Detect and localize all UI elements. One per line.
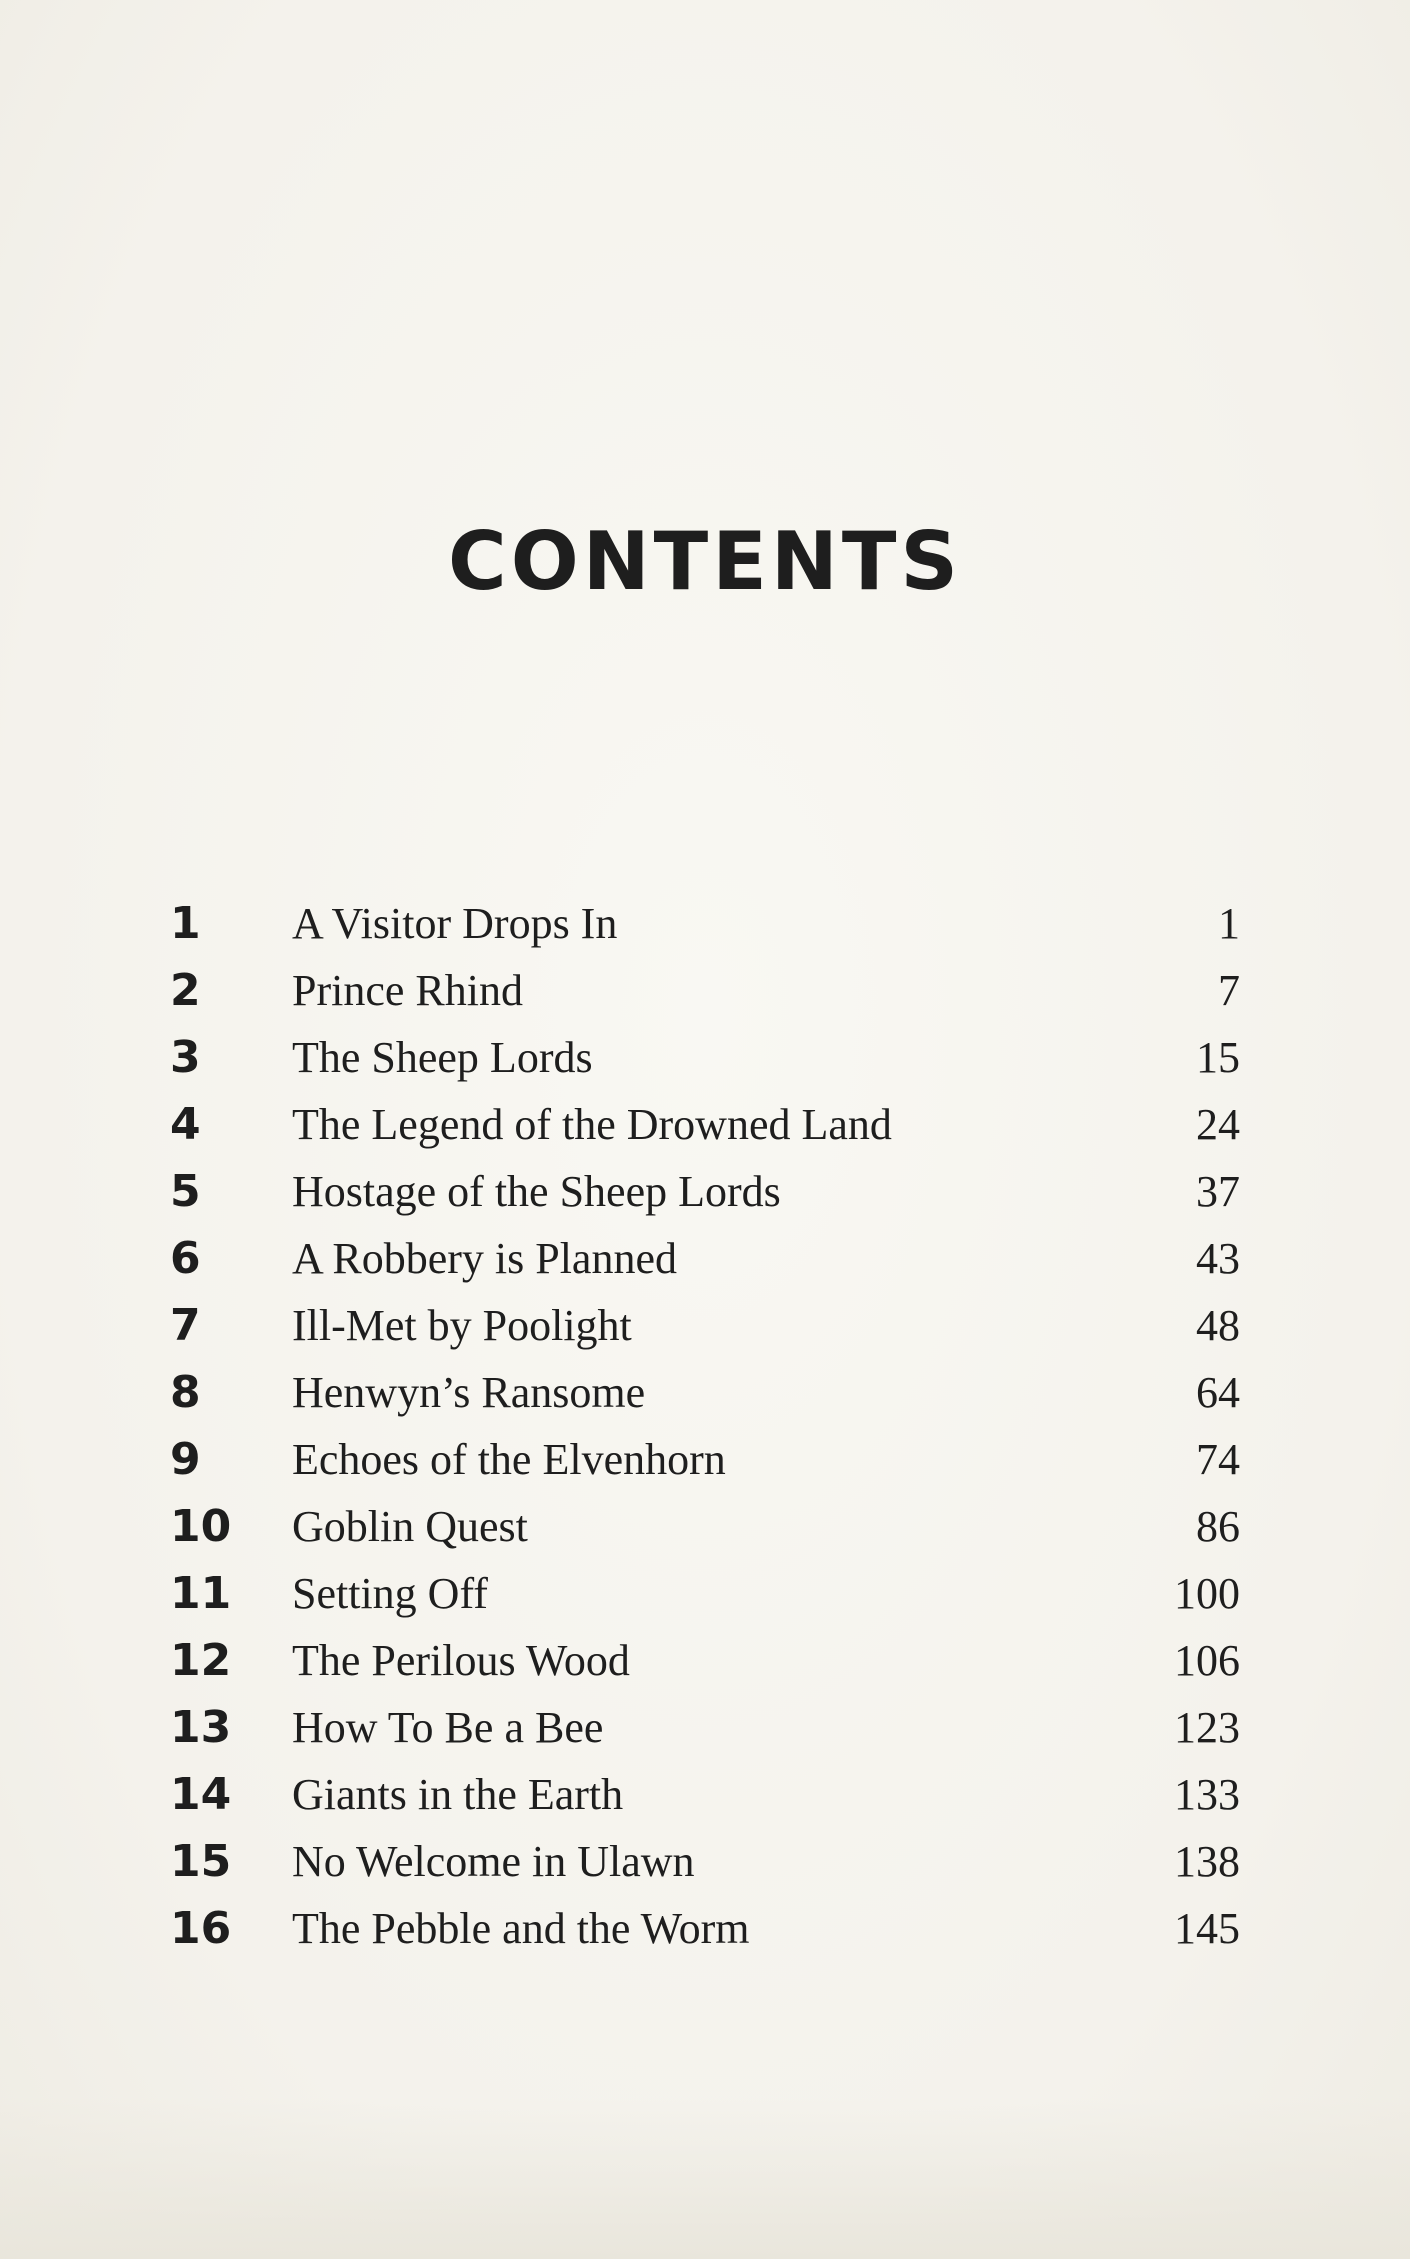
chapter-title: The Sheep Lords — [292, 1033, 593, 1082]
chapter-number: 13 — [170, 1702, 232, 1753]
toc-row — [0, 1694, 1410, 1761]
chapter-title: A Robbery is Planned — [292, 1234, 677, 1283]
chapter-title: Echoes of the Elvenhorn — [292, 1435, 726, 1484]
chapter-number: 9 — [170, 1434, 201, 1485]
chapter-page: 48 — [1196, 1301, 1240, 1350]
chapter-page: 86 — [1196, 1502, 1240, 1551]
chapter-number: 1 — [170, 898, 201, 949]
chapter-title: The Legend of the Drowned Land — [292, 1100, 892, 1149]
chapter-number: 4 — [170, 1099, 201, 1150]
chapter-title: Setting Off — [292, 1569, 488, 1618]
chapter-page: 1 — [1218, 899, 1240, 948]
chapter-page: 100 — [1174, 1569, 1240, 1618]
chapter-number: 3 — [170, 1032, 201, 1083]
toc-row — [0, 1091, 1410, 1158]
chapter-page: 74 — [1196, 1435, 1240, 1484]
chapter-title: No Welcome in Ulawn — [292, 1837, 695, 1886]
chapter-page: 138 — [1174, 1837, 1240, 1886]
table-of-contents — [0, 890, 1410, 1962]
toc-row — [0, 1493, 1410, 1560]
chapter-page: 123 — [1174, 1703, 1240, 1752]
toc-row — [0, 1828, 1410, 1895]
toc-row — [0, 1627, 1410, 1694]
chapter-title: The Pebble and the Worm — [292, 1904, 750, 1953]
chapter-title: Goblin Quest — [292, 1502, 528, 1551]
chapter-page: 106 — [1174, 1636, 1240, 1685]
chapter-page: 24 — [1196, 1100, 1240, 1149]
toc-row — [0, 1359, 1410, 1426]
chapter-number: 8 — [170, 1367, 201, 1418]
chapter-title: Ill-Met by Poolight — [292, 1301, 632, 1350]
contents-heading: CONTENTS — [447, 515, 963, 608]
toc-row — [0, 1761, 1410, 1828]
chapter-page: 37 — [1196, 1167, 1240, 1216]
toc-row — [0, 1158, 1410, 1225]
chapter-page: 7 — [1218, 966, 1240, 1015]
toc-row — [0, 1292, 1410, 1359]
chapter-title: Giants in the Earth — [292, 1770, 624, 1819]
toc-row — [0, 1426, 1410, 1493]
chapter-number: 14 — [170, 1769, 232, 1820]
chapter-number: 5 — [170, 1166, 201, 1217]
chapter-title: A Visitor Drops In — [292, 899, 618, 948]
chapter-page: 133 — [1174, 1770, 1240, 1819]
chapter-page: 145 — [1174, 1904, 1240, 1953]
chapter-title: Prince Rhind — [292, 966, 523, 1015]
chapter-number: 2 — [170, 965, 201, 1016]
chapter-number: 10 — [170, 1501, 232, 1552]
chapter-number: 11 — [170, 1568, 232, 1619]
toc-row — [0, 957, 1410, 1024]
chapter-number: 6 — [170, 1233, 201, 1284]
chapter-number: 16 — [170, 1903, 232, 1954]
toc-row — [0, 1225, 1410, 1292]
toc-row — [0, 1895, 1410, 1962]
chapter-title: The Perilous Wood — [292, 1636, 630, 1685]
toc-row — [0, 1024, 1410, 1091]
chapter-title: How To Be a Bee — [292, 1703, 604, 1752]
chapter-page: 43 — [1196, 1234, 1240, 1283]
chapter-number: 12 — [170, 1635, 232, 1686]
chapter-title: Hostage of the Sheep Lords — [292, 1167, 781, 1216]
chapter-number: 7 — [170, 1300, 201, 1351]
chapter-number: 15 — [170, 1836, 232, 1887]
toc-row — [0, 1560, 1410, 1627]
chapter-page: 15 — [1196, 1033, 1240, 1082]
toc-row — [0, 890, 1410, 957]
chapter-page: 64 — [1196, 1368, 1240, 1417]
chapter-title: Henwyn’s Ransome — [292, 1368, 646, 1417]
